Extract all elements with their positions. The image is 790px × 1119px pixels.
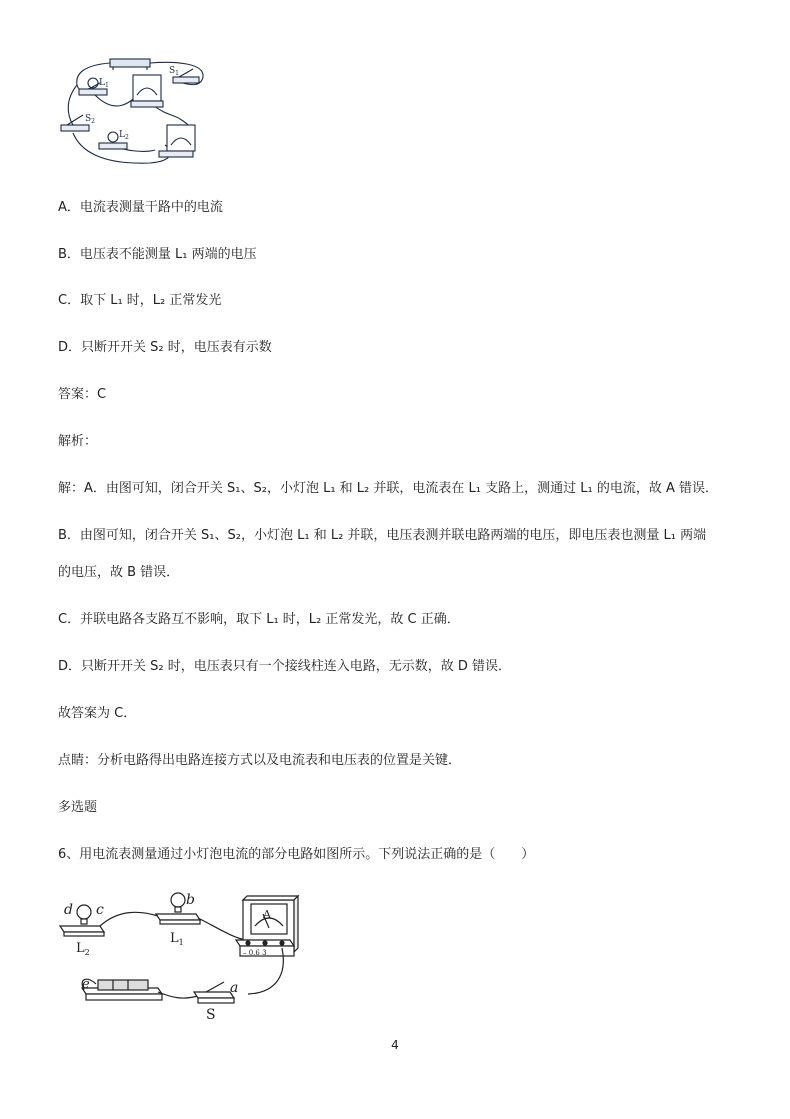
analysis-title: 解析： [58, 434, 98, 449]
label-l1: L [170, 931, 179, 946]
label-d: d [64, 902, 73, 918]
label-l1: L [99, 78, 105, 88]
label-l2: L [119, 130, 125, 140]
label-s1-sub: 1 [175, 70, 179, 77]
svg-text:L2 [76, 941, 90, 957]
svg-text:S1 [169, 66, 179, 77]
analysis-b-line2: 的电压，故 B 错误． [58, 565, 180, 580]
label-l2: L [76, 941, 85, 956]
label-s2-sub: 2 [91, 118, 95, 125]
option-a: A．电流表测量干路中的电流 [58, 200, 223, 215]
svg-text:L2 [119, 130, 129, 141]
question-6: 6、用电流表测量通过小灯泡电流的部分电路如图所示。下列说法正确的是（ ） [58, 847, 535, 862]
label-s2: S [85, 114, 92, 124]
page-number: 4 [391, 1038, 399, 1052]
label-l1-sub: 1 [178, 938, 184, 947]
label-e: e [82, 977, 90, 992]
svg-text:L1 [99, 78, 109, 89]
svg-text:S2 [85, 114, 95, 125]
label-l1-sub: 1 [104, 82, 109, 89]
option-c: C．取下 L₁ 时，L₂ 正常发光 [58, 293, 222, 308]
answer: 答案：C [58, 387, 107, 402]
circuit-figure-1 [55, 55, 215, 167]
option-d: D．只断开开关 S₂ 时，电压表有示数 [58, 340, 272, 355]
label-l2-sub: 2 [84, 948, 90, 957]
label-s: S [206, 1007, 216, 1023]
analysis-d: D．只断开开关 S₂ 时，电压表只有一个接线柱连入电路，无示数，故 D 错误． [58, 659, 512, 674]
option-b: B．电压表不能测量 L₁ 两端的电压 [58, 247, 257, 262]
comment: 点睛：分析电路得出电路连接方式以及电流表和电压表的位置是关键． [58, 753, 462, 768]
label-l2-sub: 2 [124, 134, 129, 141]
label-c: c [96, 902, 104, 918]
analysis-b-line1: B．由图可知，闭合开关 S₁、S₂，小灯泡 L₁ 和 L₂ 并联，电压表测并联电路两端的电压，即电压表也测量 L₁ 两端 [58, 528, 707, 543]
label-a: a [230, 980, 239, 996]
label-s1: S [169, 66, 176, 76]
circuit-figure-2 [58, 888, 308, 1023]
label-b: b [186, 892, 195, 908]
section-title: 多选题 [58, 800, 98, 815]
ammeter-scale: – 0.6 3 [243, 949, 267, 957]
ammeter-label: A [263, 908, 271, 921]
svg-text:L1 [170, 931, 184, 947]
analysis-a: 解：A．由图可知，闭合开关 S₁、S₂，小灯泡 L₁ 和 L₂ 并联，电流表在 L₁ 支路上，测通过 L₁ 的电流，故 A 错误． [58, 481, 718, 496]
conclusion: 故答案为 C． [58, 706, 137, 721]
analysis-c: C．并联电路各支路互不影响，取下 L₁ 时，L₂ 正常发光，故 C 正确． [58, 612, 460, 627]
